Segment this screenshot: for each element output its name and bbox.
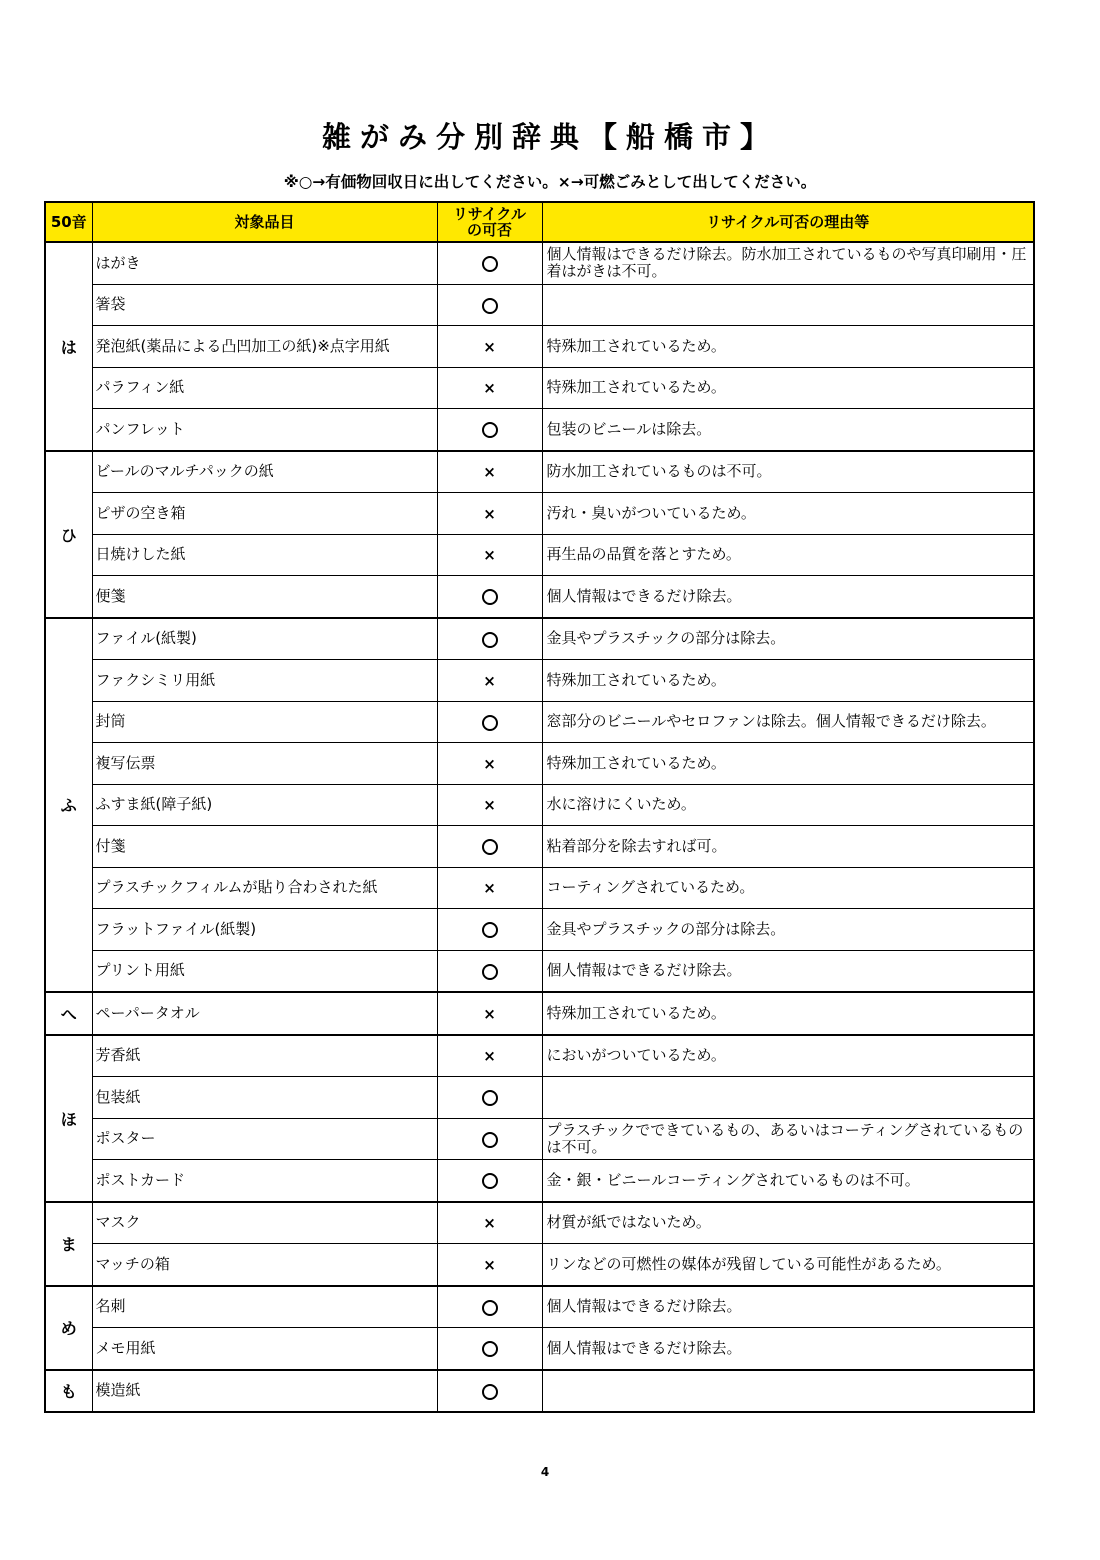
document-title: 雑がみ分別辞典【船橋市】 (321, 120, 778, 154)
item-name: フラットファイル(紙製) (92, 909, 437, 951)
cross-mark-icon: × (483, 1047, 496, 1066)
item-name: 付箋 (92, 826, 437, 868)
recyclable-cell (437, 242, 542, 284)
item-name: 名刺 (92, 1286, 437, 1328)
legend-note: ※○→有価物回収日に出してください。×→可燃ごみとして出してください。 (283, 173, 817, 191)
table-row (45, 1286, 1034, 1328)
recyclable-cell (437, 576, 542, 618)
table-row (45, 660, 1034, 702)
table-row (45, 367, 1034, 409)
cross-mark-icon: × (483, 879, 496, 898)
table-row (45, 992, 1034, 1035)
recyclable-cell (437, 326, 542, 368)
header-recyclable-line1: リサイクル (453, 205, 526, 223)
header-reason: リサイクル可否の理由等 (542, 202, 1034, 242)
reason-text: 包装のビニールは除去。 (542, 409, 1034, 451)
item-name: マスク (92, 1202, 437, 1244)
table-row (45, 326, 1034, 368)
reason-text: 材質が紙ではないため。 (542, 1202, 1034, 1244)
circle-mark-icon (482, 1090, 498, 1106)
table-row (45, 867, 1034, 909)
reason-text: 粘着部分を除去すれば可。 (542, 826, 1034, 868)
circle-mark-icon (482, 1300, 498, 1316)
table-row (45, 409, 1034, 451)
recyclable-cell (437, 618, 542, 660)
item-name: ビールのマルチパックの紙 (92, 451, 437, 493)
recyclable-cell (437, 1328, 542, 1370)
reason-text: 金具やプラスチックの部分は除去。 (542, 618, 1034, 660)
item-name: 封筒 (92, 701, 437, 743)
table-row (45, 1035, 1034, 1077)
cross-mark-icon: × (483, 796, 496, 815)
recyclable-cell (437, 1370, 542, 1413)
table-body (45, 242, 1034, 1412)
circle-mark-icon (482, 1384, 498, 1400)
recyclable-cell (437, 826, 542, 868)
table-header (45, 202, 1034, 242)
header-item: 対象品目 (92, 202, 437, 242)
cross-mark-icon: × (483, 504, 496, 523)
recyclable-cell (437, 409, 542, 451)
table-row (45, 1328, 1034, 1370)
recyclable-cell (437, 909, 542, 951)
recyclable-cell (437, 1202, 542, 1244)
table-row (45, 1202, 1034, 1244)
table-row (45, 242, 1034, 284)
item-name: 箸袋 (92, 284, 437, 326)
circle-mark-icon (482, 1341, 498, 1357)
circle-mark-icon (482, 1173, 498, 1189)
reason-text: リンなどの可燃性の媒体が残留している可能性があるため。 (542, 1244, 1034, 1286)
kana-group-label: は (45, 242, 92, 451)
table-row (45, 1077, 1034, 1119)
table-row (45, 284, 1034, 326)
item-name: ピザの空き箱 (92, 493, 437, 535)
kana-group-label: ふ (45, 618, 92, 993)
page-number: 4 (540, 1465, 550, 1479)
kana-group-label: ほ (45, 1035, 92, 1202)
item-name: 複写伝票 (92, 743, 437, 785)
reason-text: プラスチックでできているもの、あるいはコーティングされているものは不可。 (542, 1118, 1034, 1160)
reason-text: 個人情報はできるだけ除去。防水加工されているものや写真印刷用・圧着はがきは不可。 (542, 242, 1034, 284)
reason-text: 特殊加工されているため。 (542, 367, 1034, 409)
recyclable-cell (437, 867, 542, 909)
recyclable-cell (437, 743, 542, 785)
circle-mark-icon (482, 589, 498, 605)
item-name: 発泡紙(薬品による凸凹加工の紙)※点字用紙 (92, 326, 437, 368)
reason-text: 汚れ・臭いがついているため。 (542, 493, 1034, 535)
circle-mark-icon (482, 1132, 498, 1148)
reason-text: においがついているため。 (542, 1035, 1034, 1077)
circle-mark-icon (482, 632, 498, 648)
cross-mark-icon: × (483, 379, 496, 398)
item-name: メモ用紙 (92, 1328, 437, 1370)
reason-text: 個人情報はできるだけ除去。 (542, 950, 1034, 992)
circle-mark-icon (482, 422, 498, 438)
table-row (45, 701, 1034, 743)
reason-text: 金・銀・ビニールコーティングされているものは不可。 (542, 1160, 1034, 1202)
recyclable-cell (437, 784, 542, 826)
recyclable-cell (437, 992, 542, 1035)
table-row (45, 743, 1034, 785)
item-name: プリント用紙 (92, 950, 437, 992)
header-recyclable (437, 202, 542, 242)
table-row (45, 1244, 1034, 1286)
item-name: ふすま紙(障子紙) (92, 784, 437, 826)
circle-mark-icon (482, 839, 498, 855)
table-row (45, 1118, 1034, 1160)
recyclable-cell (437, 701, 542, 743)
recyclable-cell (437, 284, 542, 326)
recyclable-cell (437, 1077, 542, 1119)
recyclable-cell (437, 367, 542, 409)
item-name: 便箋 (92, 576, 437, 618)
reason-text: 特殊加工されているため。 (542, 992, 1034, 1035)
circle-mark-icon (482, 715, 498, 731)
circle-mark-icon (482, 964, 498, 980)
reason-text: 防水加工されているものは不可。 (542, 451, 1034, 493)
item-name: 日焼けした紙 (92, 534, 437, 576)
recyclable-cell (437, 1160, 542, 1202)
item-name: 包装紙 (92, 1077, 437, 1119)
item-name: ファクシミリ用紙 (92, 660, 437, 702)
item-name: ポスター (92, 1118, 437, 1160)
item-name: パンフレット (92, 409, 437, 451)
cross-mark-icon: × (483, 337, 496, 356)
item-name: プラスチックフィルムが貼り合わされた紙 (92, 867, 437, 909)
reason-text: 窓部分のビニールやセロファンは除去。個人情報できるだけ除去。 (542, 701, 1034, 743)
table-row (45, 534, 1034, 576)
kana-group-label: ひ (45, 451, 92, 618)
table-row (45, 618, 1034, 660)
table-row (45, 493, 1034, 535)
cross-mark-icon: × (483, 754, 496, 773)
table-row (45, 784, 1034, 826)
table-row (45, 576, 1034, 618)
item-name: ポストカード (92, 1160, 437, 1202)
item-name: 模造紙 (92, 1370, 437, 1413)
table-row (45, 950, 1034, 992)
recyclable-cell (437, 493, 542, 535)
recycling-table (44, 201, 1035, 1413)
reason-text: 個人情報はできるだけ除去。 (542, 1328, 1034, 1370)
circle-mark-icon (482, 922, 498, 938)
item-name: 芳香紙 (92, 1035, 437, 1077)
recyclable-cell (437, 1035, 542, 1077)
table-row (45, 1370, 1034, 1413)
reason-text: コーティングされているため。 (542, 867, 1034, 909)
reason-text (542, 284, 1034, 326)
item-name: マッチの箱 (92, 1244, 437, 1286)
kana-group-label: も (45, 1370, 92, 1413)
table-row (45, 909, 1034, 951)
reason-text: 個人情報はできるだけ除去。 (542, 576, 1034, 618)
cross-mark-icon: × (483, 671, 496, 690)
reason-text: 特殊加工されているため。 (542, 743, 1034, 785)
cross-mark-icon: × (483, 463, 496, 482)
reason-text: 特殊加工されているため。 (542, 326, 1034, 368)
reason-text: 水に溶けにくいため。 (542, 784, 1034, 826)
cross-mark-icon: × (483, 1214, 496, 1233)
cross-mark-icon: × (483, 1004, 496, 1023)
kana-group-label: め (45, 1286, 92, 1370)
kana-group-label: ま (45, 1202, 92, 1286)
reason-text: 個人情報はできるだけ除去。 (542, 1286, 1034, 1328)
circle-mark-icon (482, 256, 498, 272)
circle-mark-icon (482, 298, 498, 314)
table-row (45, 1160, 1034, 1202)
reason-text (542, 1077, 1034, 1119)
table-row (45, 451, 1034, 493)
recyclable-cell (437, 950, 542, 992)
reason-text: 再生品の品質を落とすため。 (542, 534, 1034, 576)
item-name: はがき (92, 242, 437, 284)
recyclable-cell (437, 534, 542, 576)
table-row (45, 826, 1034, 868)
recyclable-cell (437, 1286, 542, 1328)
header-recyclable-line2: の可否 (466, 221, 512, 239)
item-name: ファイル(紙製) (92, 618, 437, 660)
reason-text: 特殊加工されているため。 (542, 660, 1034, 702)
recyclable-cell (437, 1244, 542, 1286)
item-name: ペーパータオル (92, 992, 437, 1035)
header-kana: 50音 (45, 202, 92, 242)
reason-text (542, 1370, 1034, 1413)
kana-group-label: へ (45, 992, 92, 1035)
cross-mark-icon: × (483, 1255, 496, 1274)
cross-mark-icon: × (483, 546, 496, 565)
reason-text: 金具やプラスチックの部分は除去。 (542, 909, 1034, 951)
item-name: パラフィン紙 (92, 367, 437, 409)
recyclable-cell (437, 451, 542, 493)
recyclable-cell (437, 660, 542, 702)
recyclable-cell (437, 1118, 542, 1160)
